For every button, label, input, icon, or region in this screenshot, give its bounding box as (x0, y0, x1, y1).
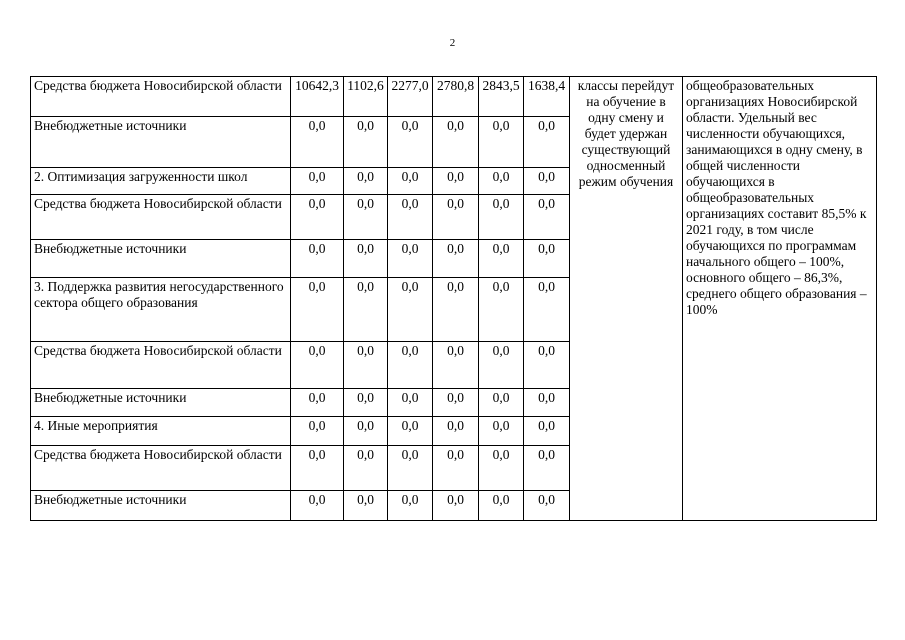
value-cell: 0,0 (479, 240, 524, 278)
value-cell: 0,0 (524, 417, 570, 446)
value-cell: 0,0 (479, 117, 524, 168)
value-cell: 0,0 (388, 389, 433, 417)
value-cell: 0,0 (479, 389, 524, 417)
value-cell: 0,0 (524, 389, 570, 417)
value-cell: 0,0 (479, 195, 524, 240)
value-cell: 0,0 (344, 491, 388, 521)
value-cell: 0,0 (344, 117, 388, 168)
value-cell: 10642,3 (291, 77, 344, 117)
value-cell: 0,0 (344, 342, 388, 389)
value-cell: 0,0 (388, 446, 433, 491)
row-name: 4. Иные мероприятия (31, 417, 291, 446)
value-cell: 2843,5 (479, 77, 524, 117)
value-cell: 0,0 (291, 342, 344, 389)
value-cell: 0,0 (433, 117, 479, 168)
value-cell: 0,0 (433, 240, 479, 278)
value-cell: 0,0 (433, 195, 479, 240)
value-cell: 0,0 (388, 417, 433, 446)
value-cell: 0,0 (344, 417, 388, 446)
value-cell: 0,0 (291, 240, 344, 278)
value-cell: 0,0 (344, 389, 388, 417)
value-cell: 2780,8 (433, 77, 479, 117)
row-name: Внебюджетные источники (31, 389, 291, 417)
value-cell: 0,0 (291, 117, 344, 168)
value-cell: 0,0 (479, 278, 524, 342)
value-cell: 0,0 (524, 240, 570, 278)
row-name: 2. Оптимизация загруженности школ (31, 168, 291, 195)
page-number: 2 (449, 37, 456, 49)
value-cell: 0,0 (291, 278, 344, 342)
value-cell: 0,0 (433, 446, 479, 491)
value-cell: 0,0 (479, 446, 524, 491)
row-name: Внебюджетные источники (31, 117, 291, 168)
value-cell: 0,0 (388, 195, 433, 240)
value-cell: 0,0 (344, 195, 388, 240)
value-cell: 0,0 (433, 389, 479, 417)
row-name: Средства бюджета Новосибирской области (31, 195, 291, 240)
value-cell: 0,0 (388, 240, 433, 278)
value-cell: 0,0 (479, 168, 524, 195)
value-cell: 1102,6 (344, 77, 388, 117)
value-cell: 0,0 (433, 168, 479, 195)
value-cell: 0,0 (291, 195, 344, 240)
value-cell: 0,0 (524, 195, 570, 240)
value-cell: 0,0 (524, 491, 570, 521)
value-cell: 0,0 (291, 446, 344, 491)
value-cell: 0,0 (388, 168, 433, 195)
row-name: Внебюджетные источники (31, 240, 291, 278)
value-cell: 0,0 (344, 446, 388, 491)
expected-result-cell: классы перейдут на обучение в одну смену и будет удержан существующий односменный режим обучения (570, 77, 683, 521)
value-cell: 0,0 (291, 417, 344, 446)
value-cell: 2277,0 (388, 77, 433, 117)
value-cell: 0,0 (388, 278, 433, 342)
value-cell: 0,0 (388, 342, 433, 389)
value-cell: 0,0 (344, 278, 388, 342)
value-cell: 0,0 (344, 168, 388, 195)
value-cell: 0,0 (388, 117, 433, 168)
value-cell: 0,0 (291, 389, 344, 417)
value-cell: 0,0 (524, 168, 570, 195)
value-cell: 0,0 (433, 342, 479, 389)
value-cell: 0,0 (524, 117, 570, 168)
value-cell: 0,0 (433, 491, 479, 521)
value-cell: 0,0 (433, 417, 479, 446)
row-name: Средства бюджета Новосибирской области (31, 342, 291, 389)
value-cell: 0,0 (479, 417, 524, 446)
row-name: 3. Поддержка развития негосударственного сектора общего образования (31, 278, 291, 342)
value-cell: 0,0 (524, 342, 570, 389)
value-cell: 0,0 (479, 491, 524, 521)
value-cell: 0,0 (344, 240, 388, 278)
indicator-cell: общеобразовательных организациях Новосибирской области. Удельный вес численности обучающихся, занимающихся в одну смену, в общей численности обучающихся в общеобразовательных организациях составит 85,5% к 2021 году, в том числе обучающихся по программам начального общего – 100%, основного общего – 86,3%, среднего общего образования – 100% (683, 77, 877, 521)
value-cell: 0,0 (524, 278, 570, 342)
value-cell: 1638,4 (524, 77, 570, 117)
value-cell: 0,0 (524, 446, 570, 491)
row-name: Средства бюджета Новосибирской области (31, 77, 291, 117)
row-name: Средства бюджета Новосибирской области (31, 446, 291, 491)
row-name: Внебюджетные источники (31, 491, 291, 521)
budget-table (30, 76, 877, 521)
value-cell: 0,0 (388, 491, 433, 521)
table-row (31, 77, 877, 117)
value-cell: 0,0 (433, 278, 479, 342)
value-cell: 0,0 (291, 168, 344, 195)
value-cell: 0,0 (291, 491, 344, 521)
value-cell: 0,0 (479, 342, 524, 389)
